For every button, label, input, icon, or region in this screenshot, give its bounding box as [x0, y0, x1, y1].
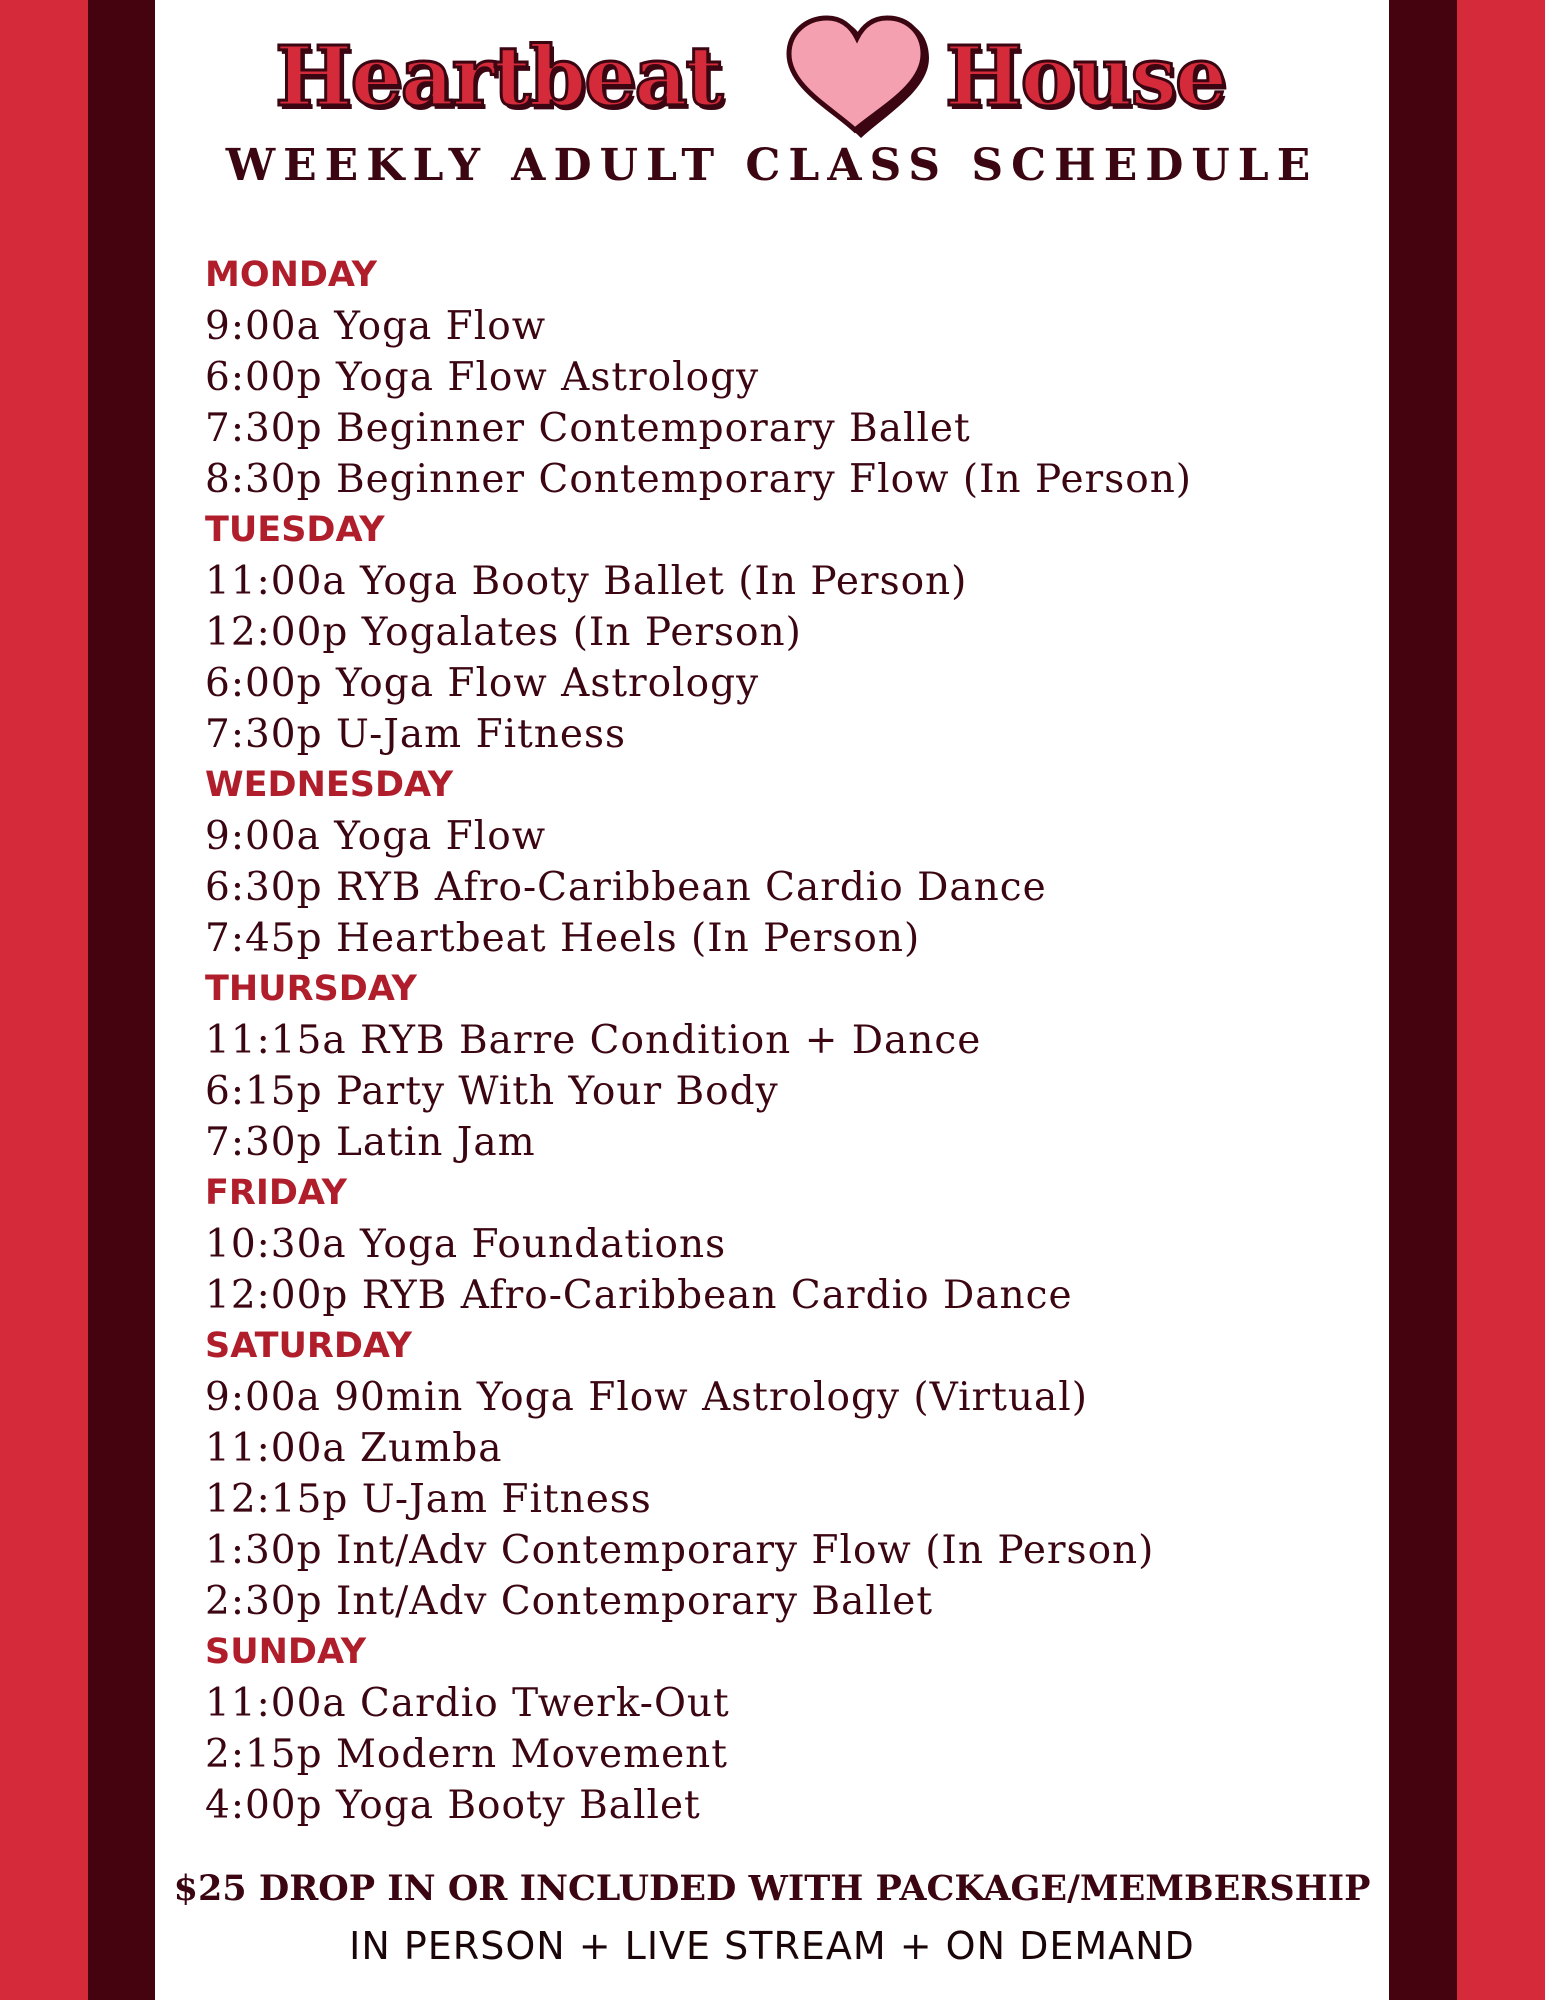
left-red-border	[0, 0, 88, 2000]
day-heading-thursday: THURSDAY	[205, 969, 417, 1009]
day-heading-friday: FRIDAY	[205, 1173, 348, 1213]
brand-name-left: Heartbeat	[275, 29, 722, 125]
class-entry: 7:30p Latin Jam	[205, 1120, 536, 1165]
class-entry: 7:45p Heartbeat Heels (In Person)	[205, 916, 921, 961]
class-entry: 6:30p RYB Afro-Caribbean Cardio Dance	[205, 865, 1047, 910]
heart-icon	[777, 14, 937, 144]
class-entry: 12:15p U-Jam Fitness	[205, 1477, 652, 1522]
class-formats: IN PERSON + LIVE STREAM + ON DEMAND	[349, 1924, 1195, 1968]
class-entry: 6:00p Yoga Flow Astrology	[205, 661, 760, 706]
left-dark-stripe	[88, 0, 155, 2000]
class-entry: 11:00a Yoga Booty Ballet (In Person)	[205, 559, 968, 604]
class-entry: 12:00p RYB Afro-Caribbean Cardio Dance	[205, 1273, 1073, 1318]
class-entry: 12:00p Yogalates (In Person)	[205, 610, 802, 655]
class-entry: 6:00p Yoga Flow Astrology	[205, 355, 760, 400]
class-entry: 6:15p Party With Your Body	[205, 1069, 779, 1114]
class-entry: 7:30p Beginner Contemporary Ballet	[205, 406, 971, 451]
class-schedule	[205, 250, 1355, 1831]
class-entry: 2:15p Modern Movement	[205, 1732, 728, 1777]
class-entry: 2:30p Int/Adv Contemporary Ballet	[205, 1579, 934, 1624]
brand-name-right: House	[945, 29, 1226, 125]
pricing-note: $25 DROP IN OR INCLUDED WITH PACKAGE/MEMBERSHIP	[173, 1868, 1371, 1909]
class-entry: 8:30p Beginner Contemporary Flow (In Person)	[205, 457, 1193, 502]
class-entry: 11:00a Cardio Twerk-Out	[205, 1681, 730, 1726]
class-entry: 1:30p Int/Adv Contemporary Flow (In Person)	[205, 1528, 1155, 1573]
day-heading-wednesday: WEDNESDAY	[205, 765, 454, 805]
class-entry: 9:00a Yoga Flow	[205, 304, 547, 349]
day-heading-sunday: SUNDAY	[205, 1632, 367, 1672]
day-heading-saturday: SATURDAY	[205, 1326, 412, 1366]
schedule-title: WEEKLY ADULT CLASS SCHEDULE	[225, 140, 1319, 191]
class-entry: 9:00a 90min Yoga Flow Astrology (Virtual)	[205, 1375, 1088, 1420]
right-red-border	[1457, 0, 1545, 2000]
brand-logo	[155, 14, 1389, 144]
class-entry: 7:30p U-Jam Fitness	[205, 712, 626, 757]
class-entry: 11:00a Zumba	[205, 1426, 503, 1471]
class-entry: 11:15a RYB Barre Condition + Dance	[205, 1018, 982, 1063]
schedule-flyer	[155, 0, 1389, 2000]
right-dark-stripe	[1389, 0, 1457, 2000]
day-heading-tuesday: TUESDAY	[205, 510, 385, 550]
class-entry: 10:30a Yoga Foundations	[205, 1222, 727, 1267]
class-entry: 9:00a Yoga Flow	[205, 814, 547, 859]
day-heading-monday: MONDAY	[205, 255, 378, 295]
class-entry: 4:00p Yoga Booty Ballet	[205, 1783, 701, 1828]
